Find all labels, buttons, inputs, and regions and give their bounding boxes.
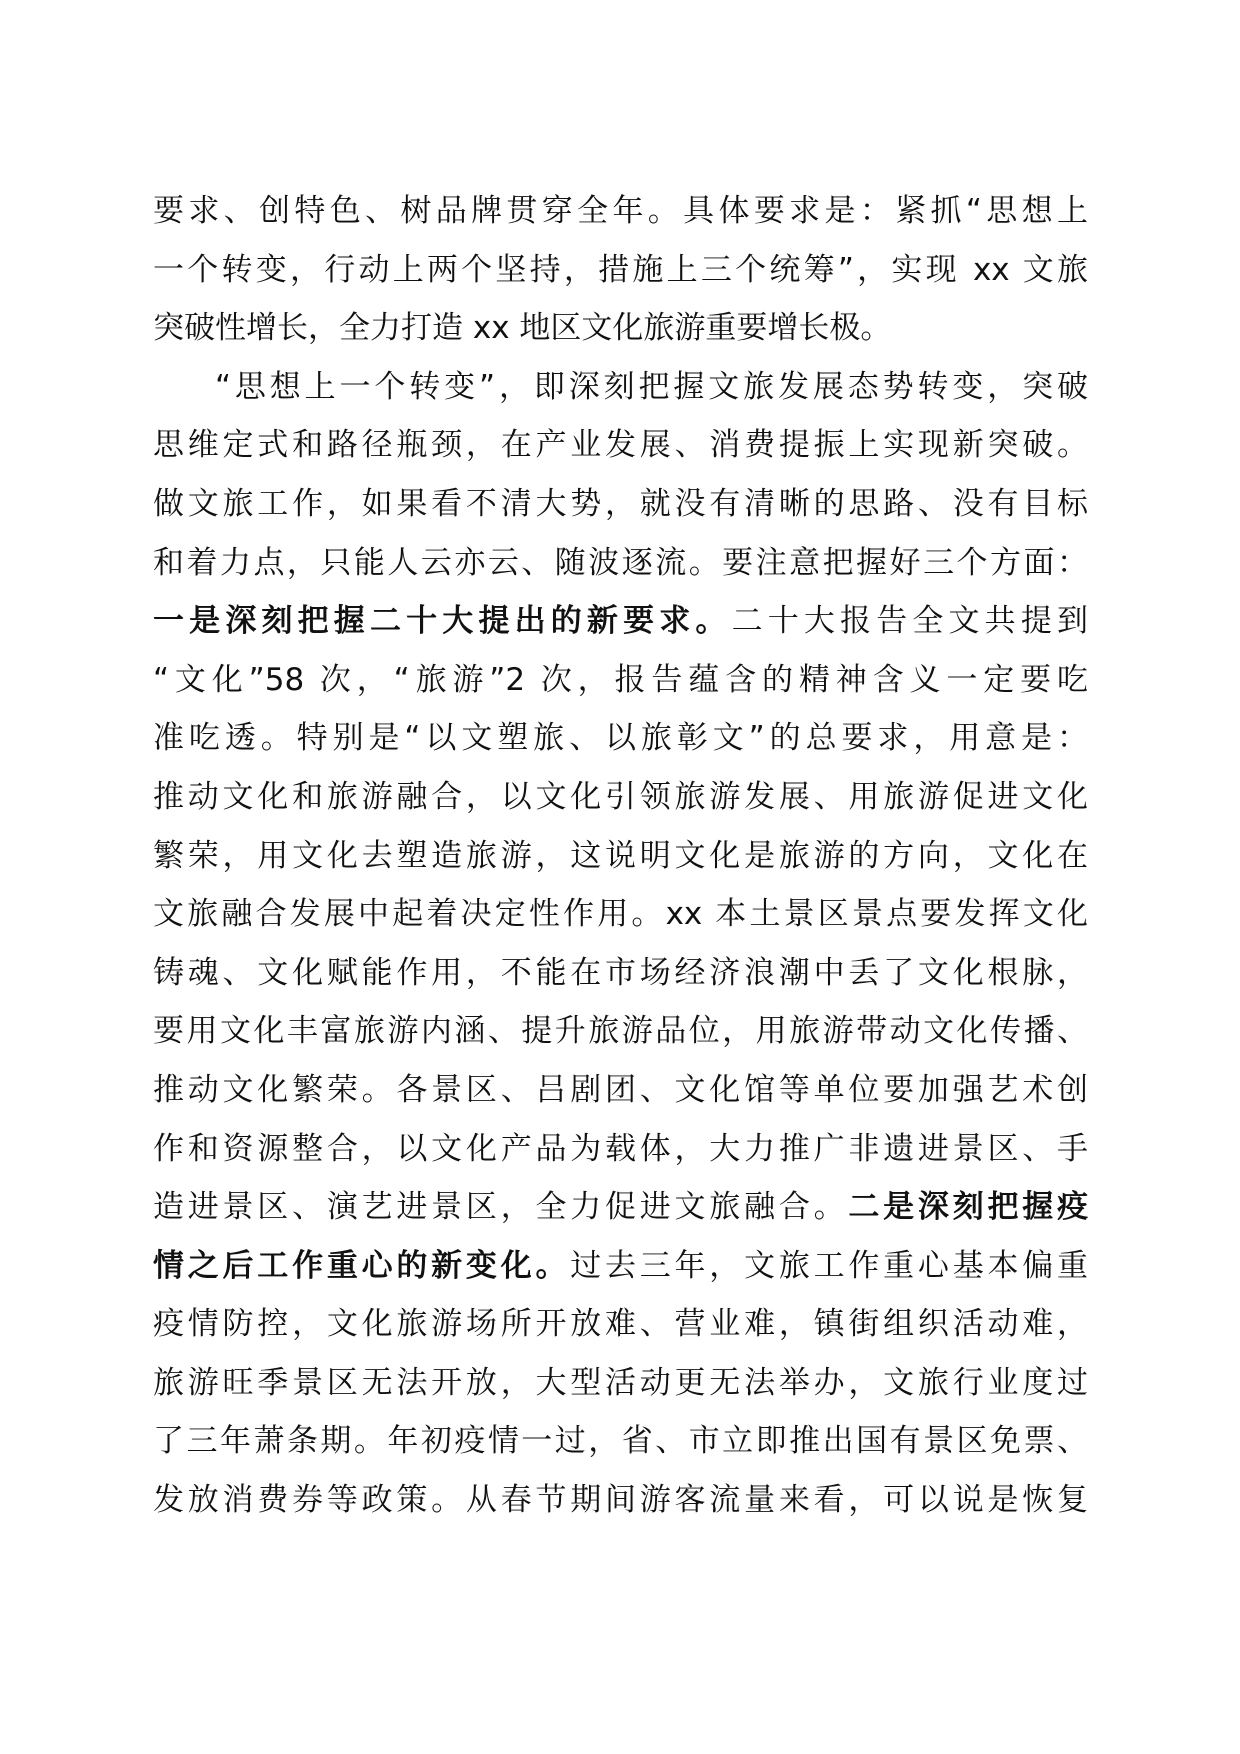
text-line <box>153 475 1088 534</box>
text-line <box>153 416 1088 475</box>
text-segment: “思想上一个转变”，即深刻把握文旅发展态势转变，突破 <box>215 368 1088 405</box>
text-segment: 推动文化和旅游融合，以文化引领旅游发展、用旅游促进文化 <box>153 778 1088 815</box>
text-segment: “文化”58 次，“旅游”2 次，报告蕴含的精神含义一定要吃 <box>153 661 1088 698</box>
text-line <box>153 1002 1088 1061</box>
text-line <box>153 182 1088 241</box>
text-segment: 推动文化繁荣。各景区、吕剧团、文化馆等单位要加强艺术创 <box>153 1071 1088 1108</box>
text-segment: 造进景区、演艺进景区，全力促进文旅融合。 <box>153 1189 849 1226</box>
text-line <box>153 1412 1088 1471</box>
text-segment: 要求、创特色、树品牌贯穿全年。具体要求是：紧抓“思想上 <box>153 193 1088 229</box>
text-line <box>153 534 1088 593</box>
bold-heading-text: 一是深刻把握二十大提出的新要求。 <box>153 603 732 640</box>
text-segment: 铸魂、文化赋能作用，不能在市场经济浪潮中丢了文化根脉， <box>153 954 1088 991</box>
text-segment: 过去三年，文旅工作重心基本偏重 <box>570 1247 1089 1284</box>
text-segment: 要用文化丰富旅游内涵、提升旅游品位，用旅游带动文化传播、 <box>153 1013 1088 1050</box>
text-line <box>153 1295 1088 1354</box>
text-segment: 发放消费券等政策。从春节期间游客流量来看，可以说是恢复 <box>153 1482 1088 1519</box>
text-line <box>153 709 1088 768</box>
text-segment: 文旅融合发展中起着决定性作用。xx 本土景区景点要发挥文化 <box>153 896 1088 933</box>
text-segment: 和着力点，只能人云亦云、随波逐流。要注意把握好三个方面： <box>153 544 1088 581</box>
text-segment: 准吃透。特别是“以文塑旅、以旅彰文”的总要求，用意是： <box>153 720 1088 757</box>
text-line <box>153 1120 1088 1179</box>
text-line <box>153 241 1088 300</box>
text-segment: 了三年萧条期。年初疫情一过，省、市立即推出国有景区免票、 <box>153 1423 1088 1460</box>
text-line <box>153 1178 1088 1237</box>
text-segment: 一个转变，行动上两个坚持，措施上三个统筹”，实现 xx 文旅 <box>153 251 1088 288</box>
text-segment: 作和资源整合，以文化产品为载体，大力推广非遗进景区、手 <box>153 1130 1088 1167</box>
text-line <box>153 827 1088 886</box>
bold-heading-text: 情之后工作重心的新变化。 <box>153 1247 571 1284</box>
text-line <box>153 299 1088 358</box>
text-segment: 思维定式和路径瓶颈，在产业发展、消费提振上实现新突破。 <box>153 427 1088 464</box>
text-line <box>153 651 1088 710</box>
text-segment: 繁荣，用文化去塑造旅游，这说明文化是旅游的方向，文化在 <box>153 837 1088 874</box>
text-line <box>153 1354 1088 1413</box>
body-text <box>153 182 1088 1530</box>
bold-heading-text: 二是深刻把握疫 <box>848 1189 1089 1226</box>
text-line <box>153 885 1088 944</box>
text-line <box>153 592 1088 651</box>
text-segment: 做文旅工作，如果看不清大势，就没有清晰的思路、没有目标 <box>153 485 1088 522</box>
text-line <box>153 1471 1088 1530</box>
text-line <box>153 358 1088 417</box>
text-segment: 疫情防控，文化旅游场所开放难、营业难，镇街组织活动难， <box>153 1306 1088 1343</box>
text-line <box>153 768 1088 827</box>
text-line <box>153 1061 1088 1120</box>
text-line <box>153 944 1088 1003</box>
text-segment: 旅游旺季景区无法开放，大型活动更无法举办，文旅行业度过 <box>153 1364 1088 1401</box>
text-segment: 二十大报告全文共提到 <box>731 603 1089 640</box>
text-line <box>153 1237 1088 1296</box>
text-segment: 突破性增长，全力打造 xx 地区文化旅游重要增长极。 <box>153 310 892 347</box>
